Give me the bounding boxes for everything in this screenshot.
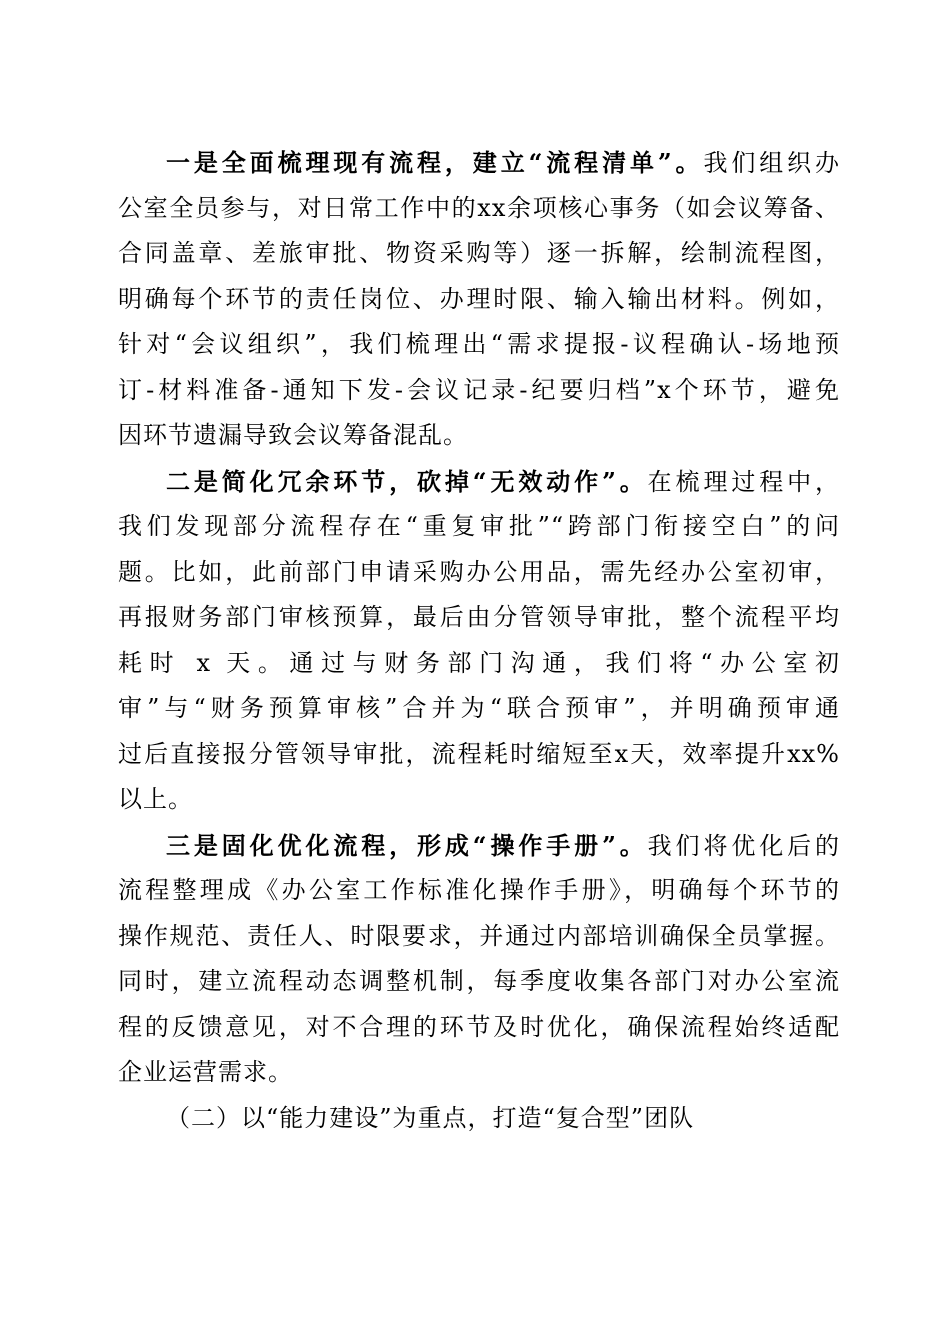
paragraph-2-line-6: 审”与“财务预算审核”合并为“联合预审”，并明确预审通 xyxy=(118,694,840,722)
paragraph-2-line-8: 以上。 xyxy=(118,785,193,813)
paragraph-2-line-2: 我们发现部分流程存在“重复审批”“跨部门衔接空白”的问 xyxy=(118,512,840,540)
paragraph-3-line-1 xyxy=(118,823,840,869)
paragraph-1-first-rest: 我们组织办 xyxy=(703,149,841,177)
paragraph-3-line-6: 企业运营需求。 xyxy=(118,1058,293,1086)
paragraph-1-line-7: 因环节遗漏导致会议筹备混乱。 xyxy=(118,421,468,449)
paragraph-2-first-rest: 在梳理过程中， xyxy=(647,467,841,496)
paragraph-2-line-7: 过后直接报分管领导审批，流程耗时缩短至x天，效率提升xx% xyxy=(118,739,840,768)
paragraph-1-line-3: 合同盖章、差旅审批、物资采购等）逐一拆解，绘制流程图， xyxy=(118,239,840,267)
paragraph-1-line-5: 针对“会议组织”，我们梳理出“需求提报-议程确认-场地预 xyxy=(118,330,840,358)
paragraph-1-line-1 xyxy=(118,140,840,186)
paragraph-3-line-3: 操作规范、责任人、时限要求，并通过内部培训确保全员掌握。 xyxy=(118,921,840,950)
paragraph-3 xyxy=(118,823,840,1096)
paragraph-2-line-1 xyxy=(118,459,840,505)
paragraph-1 xyxy=(118,140,840,459)
paragraph-2-line-3: 题。比如，此前部门申请采购办公用品，需先经办公室初审， xyxy=(118,557,840,586)
paragraph-3-lead: 三是固化优化流程，形成“操作手册”。 xyxy=(166,830,648,860)
paragraph-1-line-6: 订-材料准备-通知下发-会议记录-纪要归档”x个环节，避免 xyxy=(118,375,840,404)
paragraph-3-line-5: 程的反馈意见，对不合理的环节及时优化，确保流程始终适配 xyxy=(118,1012,840,1041)
paragraph-3-first-rest: 我们将优化后的 xyxy=(647,831,841,860)
paragraph-1-line-2: 公室全员参与，对日常工作中的xx余项核心事务（如会议筹备、 xyxy=(118,193,840,222)
paragraph-3-line-2: 流程整理成《办公室工作标准化操作手册》，明确每个环节的 xyxy=(118,876,840,904)
paragraph-2-line-5: 耗时 x 天。通过与财务部门沟通，我们将“办公室初 xyxy=(118,648,840,677)
section-heading: （二）以“能力建设”为重点，打造“复合型”团队 xyxy=(166,1103,695,1132)
paragraph-2-lead: 二是简化冗余环节，砍掉“无效动作”。 xyxy=(166,466,648,496)
document-body xyxy=(118,140,840,1141)
paragraph-1-lead: 一是全面梳理现有流程，建立“流程清单”。 xyxy=(166,148,704,177)
paragraph-3-line-4: 同时，建立流程动态调整机制，每季度收集各部门对办公室流 xyxy=(118,967,840,995)
paragraph-2 xyxy=(118,459,840,823)
paragraph-2-line-4: 再报财务部门审核预算，最后由分管领导审批，整个流程平均 xyxy=(118,603,840,631)
paragraph-1-line-4: 明确每个环节的责任岗位、办理时限、输入输出材料。例如， xyxy=(118,284,840,313)
